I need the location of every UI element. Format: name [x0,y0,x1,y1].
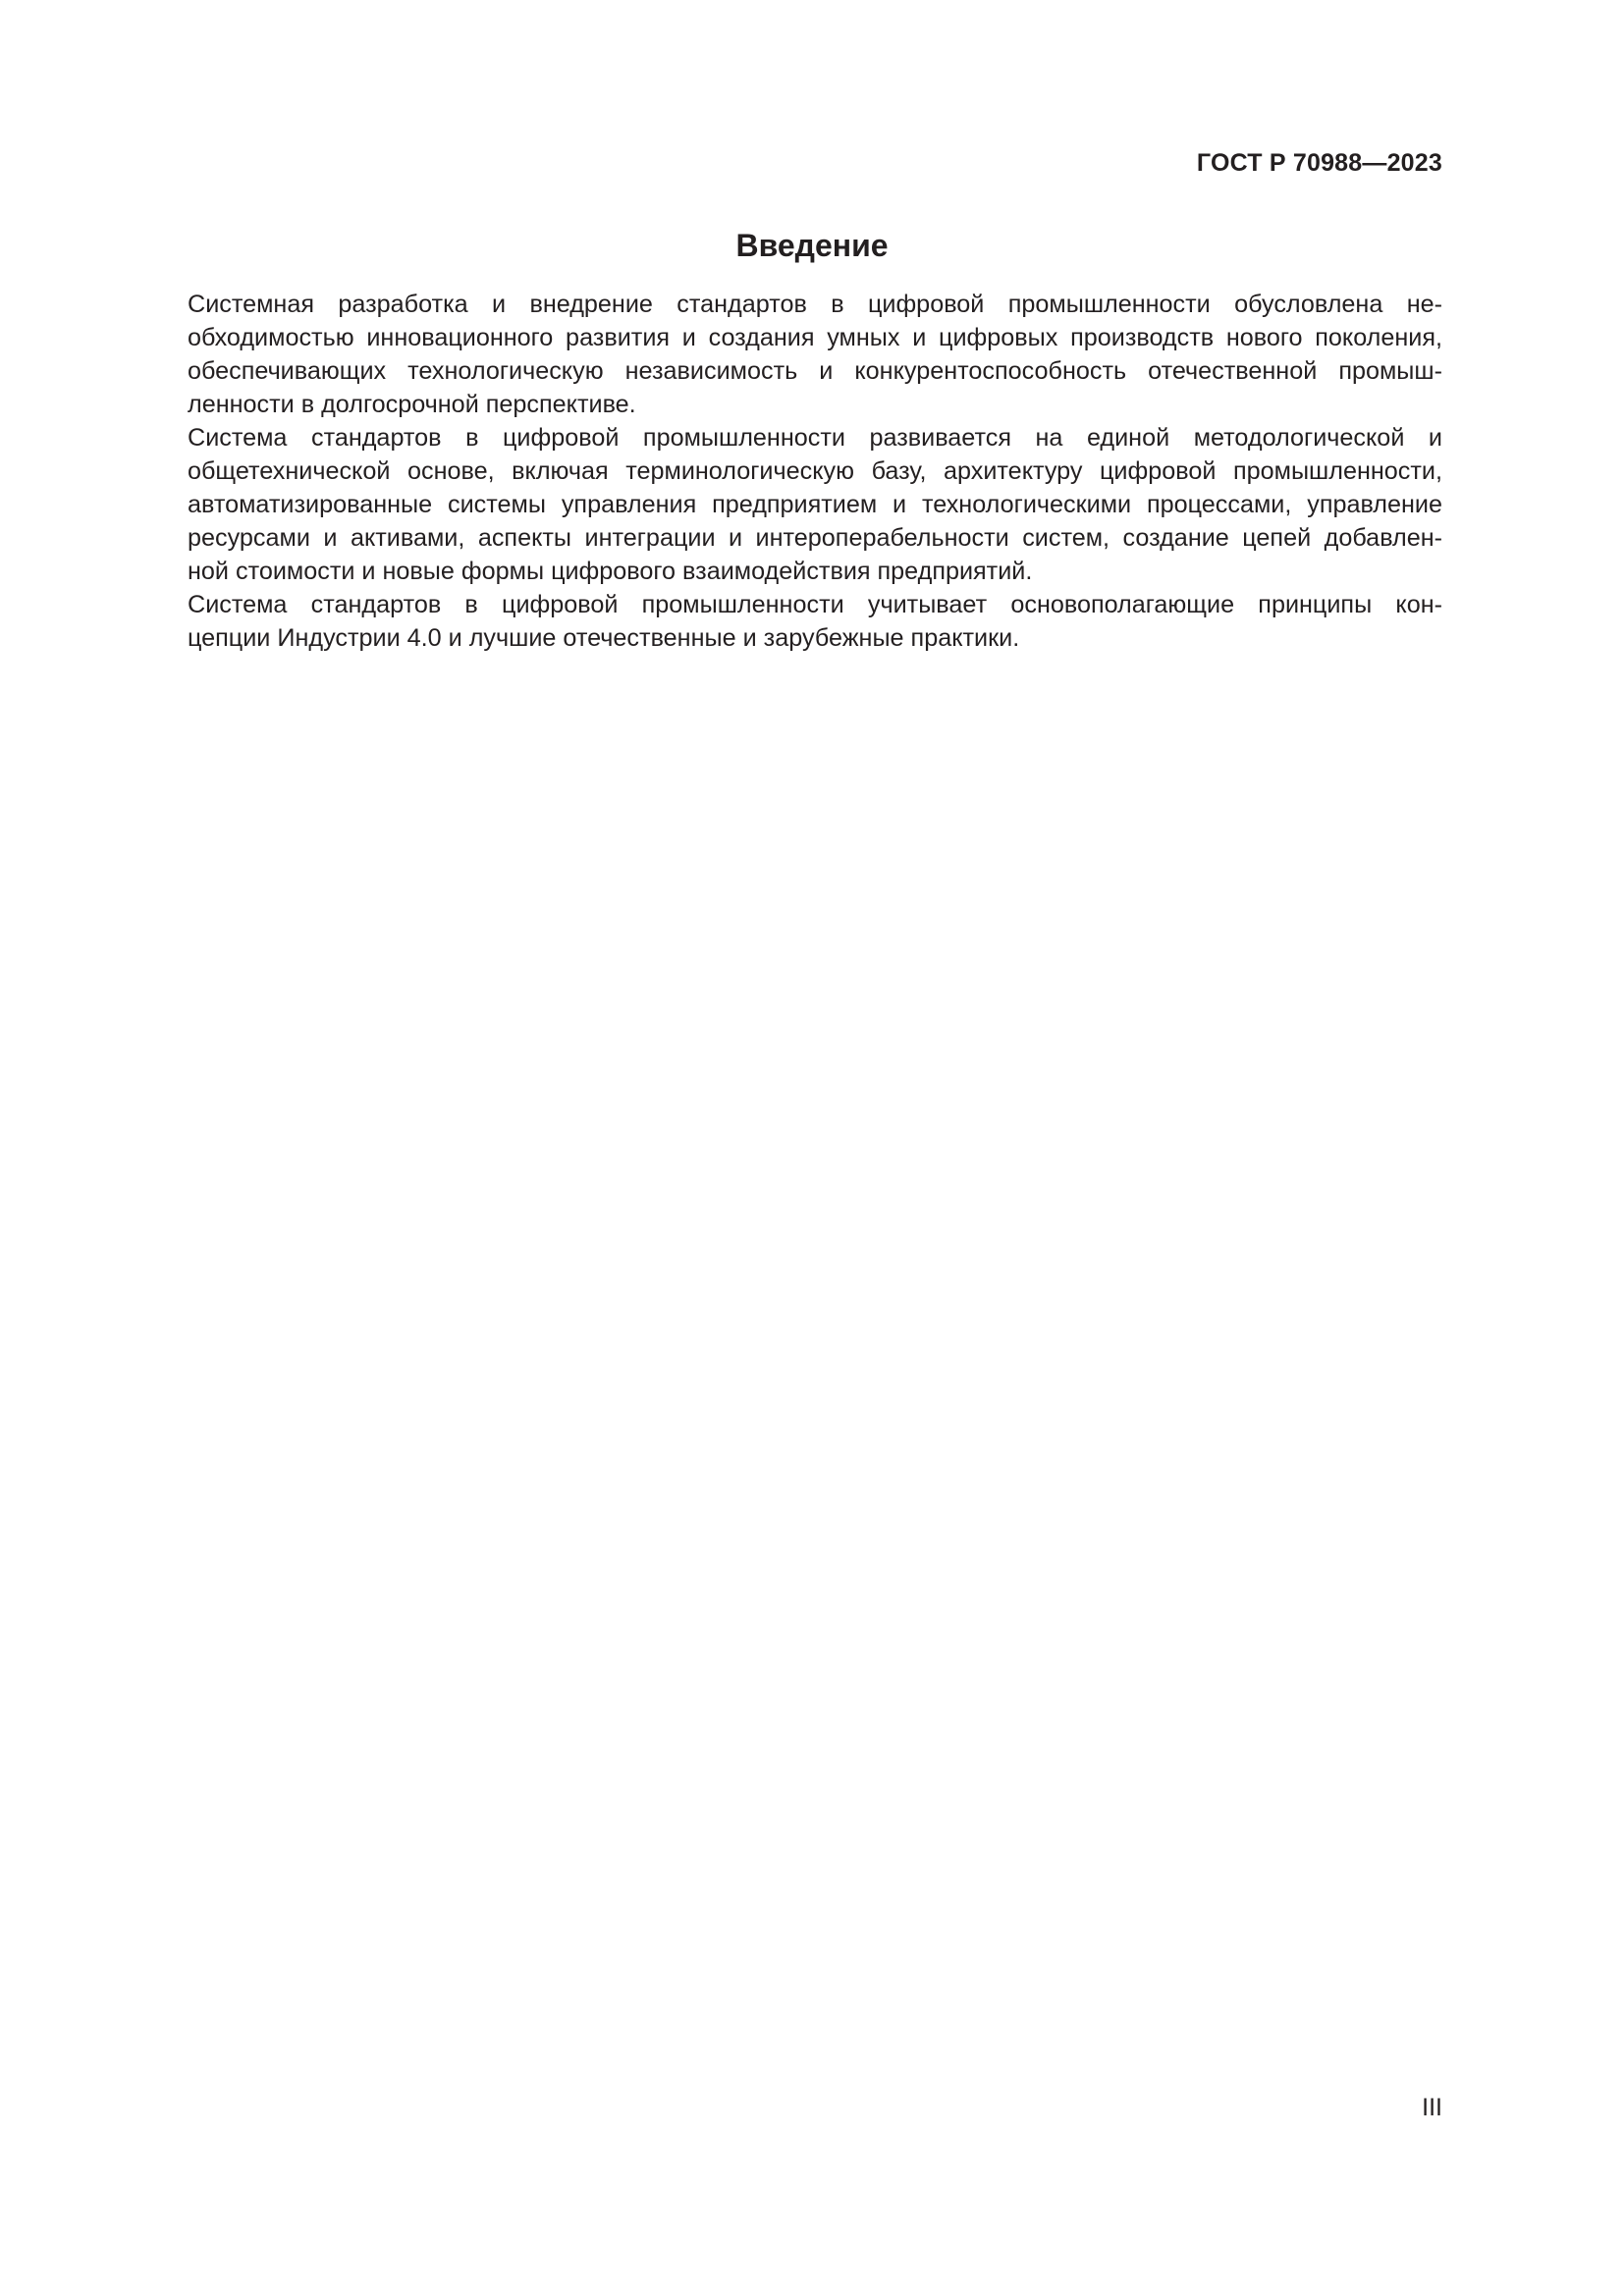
text-line: ной стоимости и новые формы цифрового взаимодействия предприятий. [188,558,1033,585]
paragraph-3 [119,588,1442,655]
text-line: Системная разработка и внедрение стандартов в цифровой промышленности обусловлена не- [188,291,1442,318]
text-line: ресурсами и активами, аспекты интеграции и интероперабельности систем, создание цепей добавлен- [188,524,1442,552]
text-line: обходимостью инновационного развития и создания умных и цифровых производств нового поколения, [188,324,1442,351]
page-number: III [1422,2094,1442,2121]
text-line: Система стандартов в цифровой промышленности развивается на единой методологической и [188,424,1442,452]
text-line: автоматизированные системы управления предприятием и технологическими процессами, управление [188,491,1442,518]
document-designation: ГОСТ Р 70988—2023 [1196,149,1442,177]
paragraph-2 [119,421,1442,588]
text-line: Система стандартов в цифровой промышленности учитывает основополагающие принципы кон- [188,591,1442,618]
text-line: общетехнической основе, включая терминологическую базу, архитектуру цифровой промышленности, [188,457,1442,485]
introduction-body [119,288,1442,655]
section-title: Введение [735,228,889,263]
text-line: обеспечивающих технологическую независимость и конкурентоспособность отечественной промыш- [188,357,1442,385]
paragraph-1 [119,288,1442,421]
text-line: цепции Индустрии 4.0 и лучшие отечественные и зарубежные практики. [188,624,1020,652]
text-line: ленности в долгосрочной перспективе. [188,391,636,418]
